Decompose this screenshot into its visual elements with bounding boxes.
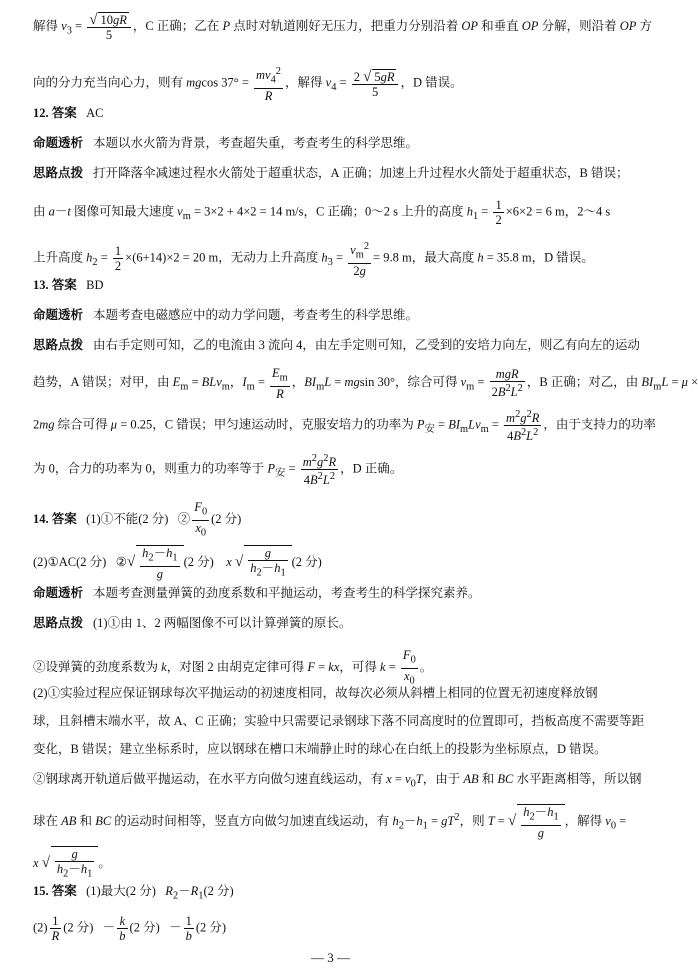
text-line: 上升高度 $h_2$ = $\frac{1}{2}$ ×(6+14)×2 = 20 m，无动力上升高度 $h_3$ = $\frac{v_m^2}{2g}$ = 9.8 m，最大高度 h = 35.8 m，D 错误。 (33, 241, 594, 278)
answer-header: 14. 答案 (1)①不能(2 分) ② $\frac{F_0}{x_0}$ (2 分) (33, 500, 242, 538)
text-line: 向的分力充当向心力，则有 mgcos 37° = $\frac{mv_4^2}{R}$ ，解得 $v_4$ = $\frac{2 √ 5gR}{5}$ ，D 错误。 (33, 66, 463, 103)
paragraph-text: 本题以水火箭为背景，考查超失重，考查考生的科学思维。 (93, 136, 419, 150)
answer-label: 15. 答案 (33, 884, 77, 898)
hint-line (33, 164, 633, 182)
intent-line (33, 306, 633, 324)
answer-header (33, 104, 633, 122)
answer-header: 15. 答案 (1)最大(2 分) $R_2-R_1(2$ 分) (33, 884, 234, 902)
section-tag: 命题透析 (33, 308, 84, 322)
hint-line (33, 336, 640, 354)
section-tag: 命题透析 (33, 136, 84, 150)
answer-label: 14. 答案 (33, 511, 77, 526)
answer-header (33, 276, 633, 294)
answer-value: BD (86, 278, 104, 292)
text-line: (2) $\frac{1}{R}$ (2 分) － $\frac{k}{b}$ (2 分) － $\frac{1}{b}$ (2 分) (33, 914, 227, 943)
intent-line (33, 584, 633, 602)
paragraph-line: 球，且斜槽末端水平，故 A、C 正确；实验中只需要记录钢球下落不同高度时的位置即可，挡板高度不需要等距 (33, 714, 645, 728)
hint-line (33, 614, 633, 632)
text-line: 趋势，A 错误；对甲，由 $E_m = BLv_m$，$I_m$ = $\frac{E_m}{R}$ ，$BI_mL = mgsin$ 30°，综合可得 $v_m$ = $\frac{\text{mgR}}{2B^2L^2}$ ，B 正确；对乙，由 $BI_mL = \mu$ × (33, 366, 698, 401)
paragraph-text: (1)①由 1、2 两幅图像不可以计算弹簧的原长。 (93, 616, 352, 630)
text-line: 2mg 综合可得 μ = 0.25，C 错误；甲匀速运动时，克服安培力的功率为 $P_安 = BI_mLv_m$ = $\frac{m^2g^2R}{4B^2L^2}$ ，由于支持力的功率 (33, 409, 656, 444)
paragraph-text: 本题考查测量弹簧的劲度系数和平抛运动，考查考生的科学探究素养。 (93, 586, 481, 600)
text-line: ②设弹簧的劲度系数为 k，对图 2 由胡克定律可得 F = kx，可得 k = $\frac{F_0}{x_0}$ 。 (33, 648, 433, 686)
text-line: 解得 $v_3$ = $\frac{√ 10gR}{5}$ ，C 正确；乙在 P 点时对轨道刚好无压力，把重力分别沿着 OP 和垂直 OP 分解，则沿着 OP 方 (33, 12, 653, 42)
answer-label: 12. 答案 (33, 106, 77, 120)
text-line: 为 0，合力的功率为 0，则重力的功率等于 $P_安$ = $\frac{m^2g^2R}{4B^2L^2}$ ，D 正确。 (33, 453, 403, 488)
text-line: (2)①AC(2 分) ②√ $\frac{h_2-h_1}{g}$ (2 分) x √ $\frac{g}{h_2-h_1}$ (2 分) (33, 546, 322, 581)
paragraph-text: 由右手定则可知，乙的电流由 3 流向 4，由左手定则可知，乙受到的安培力向左，则乙有向左的运动 (93, 338, 640, 352)
paragraph-text: 打开降落伞减速过程水火箭处于超重状态，A 正确；加速上升过程水火箭处于超重状态，B 错误； (93, 166, 629, 180)
section-tag: 思路点拨 (33, 338, 84, 352)
paragraph-line: (2)①实验过程应保证钢球每次平抛运动的初速度相同，故每次必须从斜槽上相同的位置无初速度释放钢 (33, 686, 598, 700)
section-tag: 思路点拨 (33, 616, 84, 630)
paragraph-text: 本题考查电磁感应中的动力学问题，考查考生的科学思维。 (93, 308, 419, 322)
paragraph-line: 变化，B 错误；建立坐标系时，应以钢球在槽口末端静止时的球心在白纸上的投影为坐标原点，D 错误。 (33, 742, 607, 756)
answer-label: 13. 答案 (33, 278, 77, 292)
section-tag: 命题透析 (33, 586, 84, 600)
text-line: 由 a－t 图像可知最大速度 $v_m = 3\times 2 + 4\times 2 = 14$ m/s，C 正确；0～2 s 上升的高度 $h_1$ = $\frac{1}{2}$ ×6×2 = 6 m，2～4 s (33, 198, 611, 227)
section-tag: 思路点拨 (33, 166, 84, 180)
text-line: 球在 AB 和 BC 的运动时间相等，竖直方向做匀加速直线运动，有 $h_2-h_1 = gT^2$，则 T = √ $\frac{h_2-h_1}{g}$ ，解得 $v_0$ = (33, 805, 627, 840)
answer-value: AC (86, 106, 104, 120)
intent-line (33, 134, 633, 152)
text-line: ②钢球离开轨道后做平抛运动，在水平方向做匀速直线运动，有 $x = v_0T$，由于 AB 和 BC 水平距离相等，所以钢 (33, 772, 642, 790)
text-line: x √ $\frac{g}{h_2-h_1}$ 。 (33, 847, 111, 880)
page-number: — 3 — (311, 950, 350, 965)
